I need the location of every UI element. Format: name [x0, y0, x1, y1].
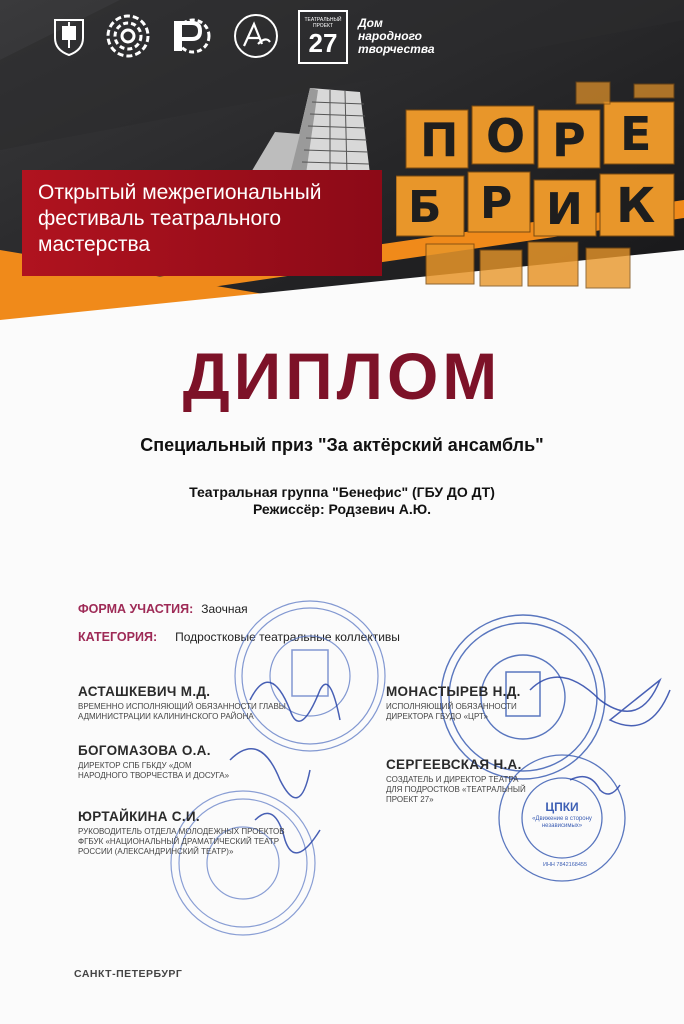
svg-text:Б: Б [408, 182, 442, 233]
signatory-name: АСТАШКЕВИЧ М.Д. [78, 684, 211, 699]
dom-logo-line-3: творчества [358, 41, 435, 56]
svg-text:К: К [616, 178, 656, 234]
signatory-1 [78, 684, 298, 722]
svg-text:Е: Е [620, 107, 652, 161]
stamp-inn: ИНН 7842168455 [542, 862, 587, 868]
recipient-group: Театральная группа "Бенефис" (ГБУ ДО ДТ) [189, 484, 495, 500]
signatory-name: СЕРГЕЕВСКАЯ Н.А. [386, 757, 522, 772]
category-value: Подростковые театральные коллективы [175, 630, 400, 644]
form-value: Заочная [201, 602, 248, 616]
signatory-role: СОЗДАТЕЛЬ И ДИРЕКТОР ТЕАТРА ДЛЯ ПОДРОСТКОВ «ТЕАТРАЛЬНЫЙ ПРОЕКТ 27» [386, 775, 526, 804]
signatory-5 [386, 757, 536, 805]
svg-text:Р: Р [480, 178, 513, 229]
signatory-role: ВРЕМЕННО ИСПОЛНЯЮЩИЙ ОБЯЗАННОСТИ ГЛАВЫ АДМИНИСТРАЦИИ КАЛИНИНСКОГО РАЙОНА [78, 702, 286, 721]
signatory-name: БОГОМАЗОВА О.А. [78, 743, 211, 758]
dom-logo-line-2: народного [358, 28, 423, 43]
svg-text:И: И [546, 184, 583, 235]
signatory-name: МОНАСТЫРЕВ Н.Д. [386, 684, 521, 699]
signatory-role: ДИРЕКТОР СПБ ГБКДУ «ДОМ НАРОДНОГО ТВОРЧЕСТВА И ДОСУГА» [78, 761, 230, 780]
festival-title: Открытый межрегиональный фестиваль театрального мастерства [38, 181, 322, 256]
category-label: КАТЕГОРИЯ: [78, 630, 158, 644]
footer-city: САНКТ-ПЕТЕРБУРГ [74, 968, 183, 980]
signatory-2 [78, 743, 238, 781]
svg-text:О: О [486, 109, 526, 163]
award-title: Специальный приз "За актёрский ансамбль" [140, 435, 544, 455]
signatory-role: РУКОВОДИТЕЛЬ ОТДЕЛА МОЛОДЕЖНЫХ ПРОЕКТОВ ФГБУК «НАЦИОНАЛЬНЫЙ ДРАМАТИЧЕСКИЙ ТЕАТР РОССИИ (АЛЕКСАНДРИНСКИЙ ТЕАТР)» [78, 827, 285, 856]
diploma-heading: ДИПЛОМ [182, 339, 502, 413]
dom-logo-line-1: Дом [358, 15, 383, 30]
teatr-27-number: 27 [308, 28, 338, 58]
signatory-role: ИСПОЛНЯЮЩИЙ ОБЯЗАННОСТИ ДИРЕКТОРА ГБУДО «ЦРТ» [386, 702, 517, 721]
stamp-cpki-center: ЦПКИ [545, 800, 579, 814]
teatr-27-small-text: ТЕАТРАЛЬНЫЙ ПРОЕКТ [304, 17, 342, 29]
signatory-name: ЮРТАЙКИНА С.И. [78, 809, 200, 824]
signatory-3 [78, 809, 293, 857]
form-label: ФОРМА УЧАСТИЯ: [78, 602, 194, 616]
signatory-4 [386, 684, 526, 722]
recipient-director: Режиссёр: Родзевич А.Ю. [252, 501, 432, 517]
stamp-cpki-text: «Движение в сторону независимых» [532, 816, 592, 829]
svg-text:Р: Р [552, 113, 586, 167]
svg-text:П: П [420, 113, 459, 167]
